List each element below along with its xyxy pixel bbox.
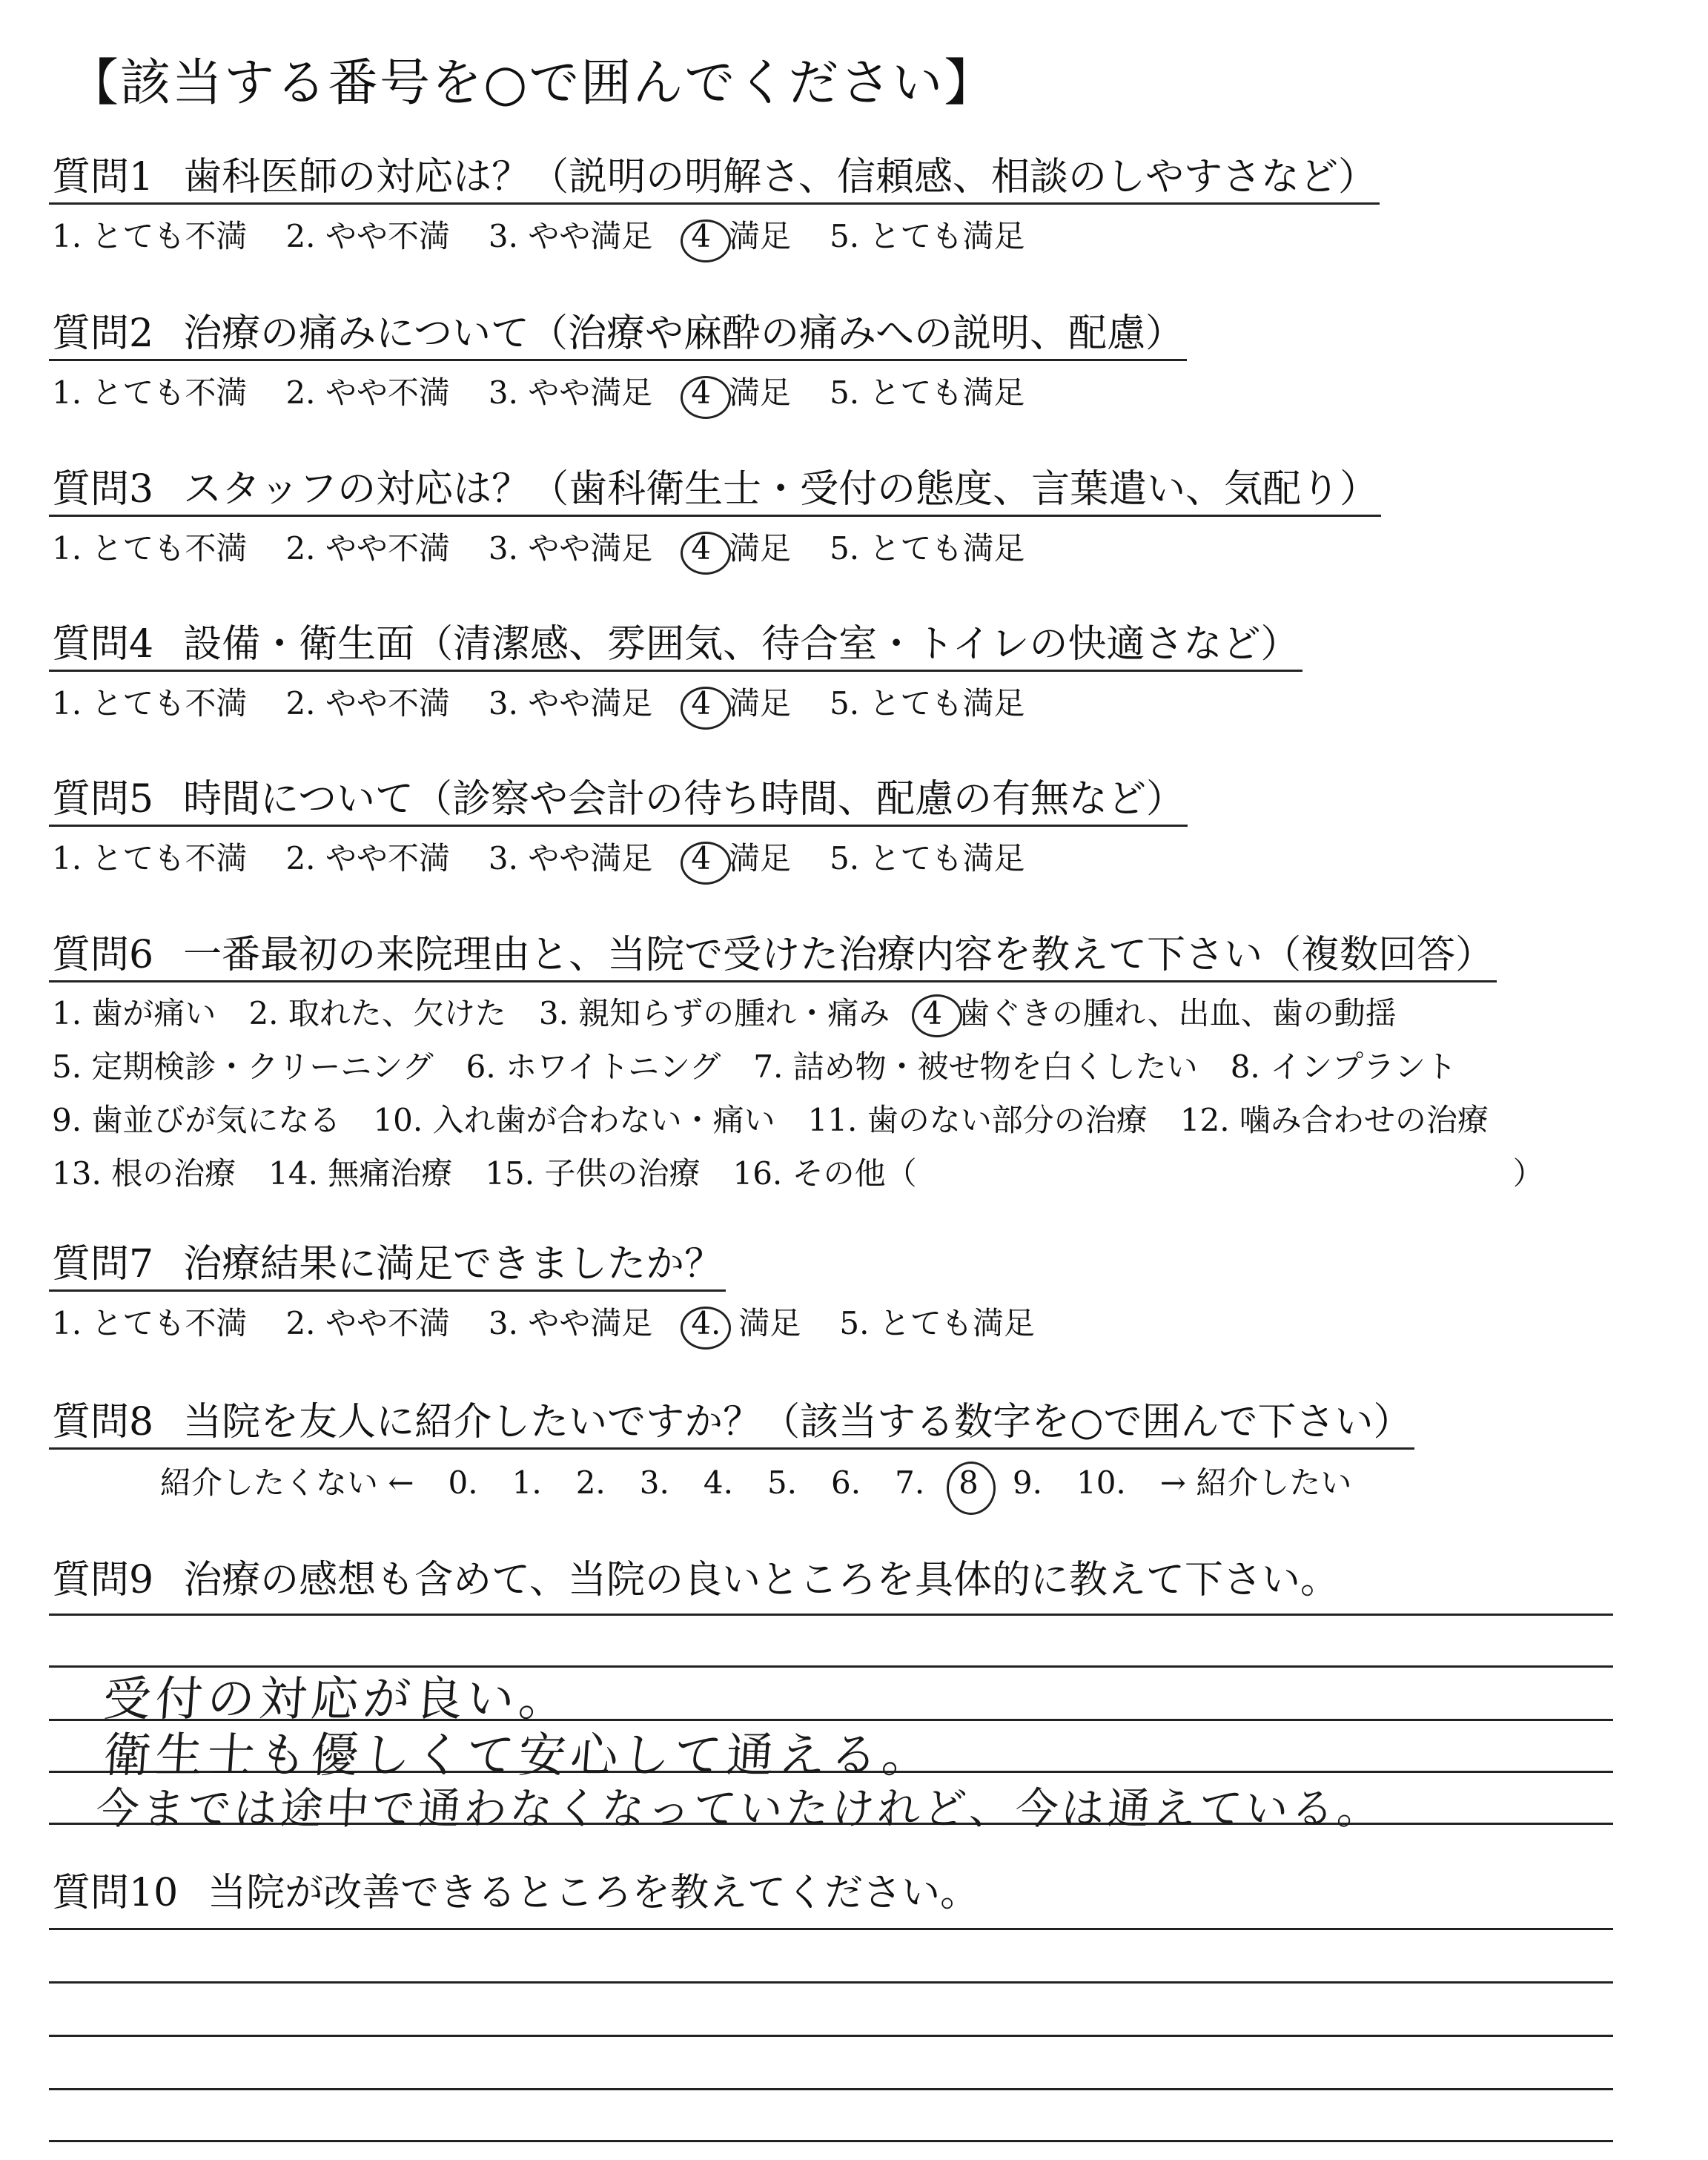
scale-2[interactable]: 2.: [575, 1464, 606, 1501]
option-2[interactable]: 2. 取れた、欠けた: [248, 995, 506, 1031]
handwritten-answer-line-1: 受付の対応が良い。: [101, 1672, 573, 1727]
option-11[interactable]: 11. 歯のない部分の治療: [807, 1102, 1148, 1138]
question-number: 質問2: [52, 311, 154, 356]
scale-1[interactable]: 1.: [512, 1464, 542, 1501]
option-3[interactable]: 3. やや満足: [488, 530, 653, 567]
option-2[interactable]: 2. やや不満: [285, 685, 450, 721]
option-4-circled[interactable]: 4: [691, 374, 712, 411]
option-5[interactable]: 5. とても満足: [839, 1305, 1035, 1341]
question-2-heading: [49, 302, 1187, 361]
question-7: [49, 1232, 1450, 1344]
option-15[interactable]: 15. 子供の治療: [485, 1155, 701, 1192]
question-8-heading: [49, 1390, 1414, 1450]
question-text: 歯科医師の対応は？（説明の明解さ、信頼感、相談のしやすさなど）: [183, 155, 1377, 199]
recommend-scale: [49, 1459, 1450, 1503]
option-3[interactable]: 3. やや満足: [488, 374, 653, 411]
option-4-label: 満足: [729, 685, 792, 721]
option-3[interactable]: 3. やや満足: [488, 685, 653, 721]
option-13[interactable]: 13. 根の治療: [52, 1155, 236, 1192]
option-4-circled[interactable]: 4: [691, 218, 712, 254]
option-2[interactable]: 2. やや不満: [285, 374, 450, 411]
handwritten-answer-line-3: 今までは途中で通わなくなっていたけれど、今は通えている。: [94, 1783, 1386, 1834]
question-text: 設備・衛生面（清潔感、雰囲気、待合室・トイレの快適さなど）: [183, 622, 1300, 667]
option-4-label: 歯ぐきの腫れ、出血、歯の動揺: [959, 995, 1397, 1031]
answer-line: [49, 1614, 1613, 1616]
question-3: [49, 458, 1450, 569]
question-5-options: [49, 834, 1450, 879]
answer-line: [49, 2088, 1613, 2090]
option-4-circled[interactable]: 4: [691, 840, 712, 876]
handwritten-answer-line-2: 衛生士も優しくて安心して通える。: [101, 1728, 936, 1783]
option-9[interactable]: 9. 歯並びが気になる: [52, 1102, 341, 1138]
option-12[interactable]: 12. 噛み合わせの治療: [1179, 1102, 1489, 1138]
question-5: [49, 767, 1450, 879]
option-4-label: 満足: [729, 530, 792, 567]
question-number: 質問8: [52, 1400, 154, 1444]
question-text: スタッフの対応は？（歯科衛生士・受付の態度、言葉遣い、気配り）: [183, 467, 1379, 512]
scale-0[interactable]: 0.: [448, 1464, 478, 1501]
option-10[interactable]: 10. 入れ歯が合わない・痛い: [373, 1102, 775, 1138]
question-5-heading: [49, 767, 1188, 827]
option-1[interactable]: 1. とても不満: [52, 840, 248, 876]
option-4-circled[interactable]: 4: [922, 987, 942, 1040]
question-text: 時間について（診察や会計の待ち時間、配慮の有無など）: [183, 777, 1185, 822]
question-4: [49, 612, 1450, 724]
scale-9[interactable]: 9.: [1012, 1464, 1042, 1501]
scale-3[interactable]: 3.: [639, 1464, 669, 1501]
question-3-options: [49, 524, 1450, 569]
option-7[interactable]: 7. 詰め物・被せ物を白くしたい: [753, 1048, 1198, 1085]
scale-4[interactable]: 4.: [703, 1464, 733, 1501]
question-text: 治療結果に満足できましたか？: [183, 1242, 724, 1287]
option-6[interactable]: 6. ホワイトニング: [466, 1048, 721, 1085]
option-5[interactable]: 5. とても満足: [830, 685, 1025, 721]
option-3[interactable]: 3. やや満足: [488, 218, 653, 254]
question-9: [49, 1548, 1450, 1605]
question-10: [49, 1861, 1450, 1918]
form-title: 【該当する番号を○で囲んでください】: [68, 54, 996, 113]
answer-line: [49, 2035, 1613, 2037]
option-1[interactable]: 1. とても不満: [52, 374, 248, 411]
option-4-label: 満足: [738, 1305, 801, 1341]
option-5[interactable]: 5. とても満足: [830, 374, 1025, 411]
scale-10[interactable]: 10.: [1076, 1464, 1126, 1501]
answer-line: [49, 1928, 1613, 1930]
question-3-heading: [49, 458, 1381, 517]
option-4-circled[interactable]: 4: [691, 530, 712, 567]
question-6-heading: [49, 923, 1497, 982]
question-1-options: [49, 212, 1450, 257]
option-3[interactable]: 3. 親知らずの腫れ・痛み: [538, 995, 890, 1031]
question-8: [49, 1390, 1450, 1503]
option-16-close-paren: ）: [1512, 1155, 1544, 1192]
question-2: [49, 302, 1450, 413]
question-7-options: [49, 1299, 1450, 1344]
option-1[interactable]: 1. とても不満: [52, 685, 248, 721]
question-number: 質問4: [52, 622, 154, 667]
option-4-label: 満足: [729, 218, 792, 254]
question-text: 当院が改善できるところを教えてください。: [208, 1871, 979, 1915]
question-text: 治療の感想も含めて、当院の良いところを具体的に教えて下さい。: [183, 1558, 1340, 1602]
scale-right-label: → 紹介したい: [1159, 1464, 1352, 1501]
option-1[interactable]: 1. とても不満: [52, 218, 248, 254]
question-1-heading: [49, 145, 1380, 205]
option-4-label: 満足: [729, 840, 792, 876]
option-5[interactable]: 5. とても満足: [830, 218, 1025, 254]
option-1[interactable]: 1. とても不満: [52, 1305, 248, 1341]
question-10-heading: [49, 1861, 982, 1918]
question-7-heading: [49, 1232, 726, 1292]
options-row-1: [52, 987, 1450, 1040]
question-number: 質問1: [52, 155, 154, 199]
question-text: 治療の痛みについて（治療や麻酔の痛みへの説明、配慮）: [183, 311, 1185, 356]
option-3[interactable]: 3. やや満足: [488, 840, 653, 876]
question-4-options: [49, 679, 1450, 724]
option-16[interactable]: 16. その他（: [732, 1155, 917, 1192]
answer-line: [49, 2140, 1613, 2142]
option-4-circled[interactable]: 4.: [691, 1305, 721, 1341]
answer-line: [49, 1981, 1613, 1984]
question-6-options: [49, 987, 1544, 1200]
scale-left-label: 紹介したくない ←: [160, 1464, 414, 1501]
options-row-2: [52, 1040, 1457, 1094]
option-1[interactable]: 1. とても不満: [52, 530, 248, 567]
option-1[interactable]: 1. 歯が痛い: [52, 995, 216, 1031]
question-6: [49, 923, 1544, 1200]
question-number: 質問6: [52, 933, 154, 977]
option-2[interactable]: 2. やや不満: [285, 218, 450, 254]
option-5[interactable]: 5. とても満足: [830, 530, 1025, 567]
scale-5[interactable]: 5.: [767, 1464, 798, 1501]
option-8[interactable]: 8. インプラント: [1230, 1048, 1457, 1085]
question-number: 質問10: [52, 1871, 179, 1915]
question-number: 質問9: [52, 1558, 154, 1602]
option-5[interactable]: 5. とても満足: [830, 840, 1025, 876]
question-text: 当院を友人に紹介したいですか？（該当する数字を○で囲んで下さい）: [183, 1400, 1412, 1444]
scale-7[interactable]: 7.: [895, 1464, 925, 1501]
question-text: 一番最初の来院理由と、当院で受けた治療内容を教えて下さい（複数回答）: [183, 933, 1494, 977]
option-2[interactable]: 2. やや不満: [285, 840, 450, 876]
options-row-3: [52, 1094, 1489, 1147]
question-2-options: [49, 369, 1450, 413]
option-2[interactable]: 2. やや不満: [285, 530, 450, 567]
question-9-heading: [49, 1548, 1342, 1605]
question-number: 質問5: [52, 777, 154, 822]
question-1: [49, 145, 1450, 257]
options-row-4: [52, 1147, 1544, 1200]
option-2[interactable]: 2. やや不満: [285, 1305, 450, 1341]
question-number: 質問7: [52, 1242, 154, 1287]
option-3[interactable]: 3. やや満足: [488, 1305, 653, 1341]
scale-8-circled[interactable]: 8: [959, 1464, 979, 1501]
scale-6[interactable]: 6.: [831, 1464, 861, 1501]
option-4-circled[interactable]: 4: [691, 685, 712, 721]
option-14[interactable]: 14. 無痛治療: [268, 1155, 453, 1192]
question-4-heading: [49, 612, 1302, 672]
option-4-label: 満足: [729, 374, 792, 411]
question-number: 質問3: [52, 467, 154, 512]
option-5[interactable]: 5. 定期検診・クリーニング: [52, 1048, 434, 1085]
